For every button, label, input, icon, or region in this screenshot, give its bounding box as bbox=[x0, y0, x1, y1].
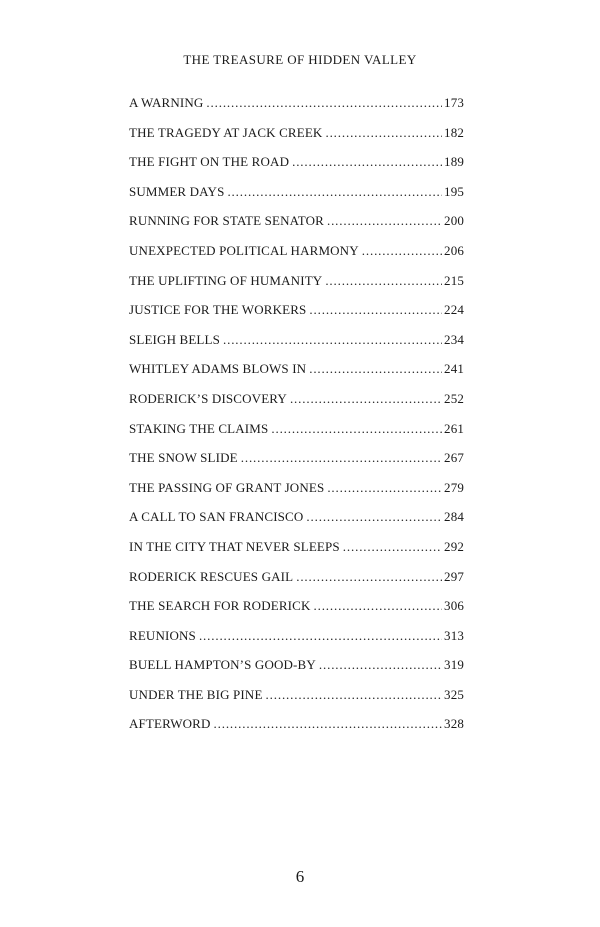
chapter-title: IN THE CITY THAT NEVER SLEEPS bbox=[129, 538, 340, 554]
chapter-title: THE UPLIFTING OF HUMANITY bbox=[129, 272, 323, 288]
toc-entry bbox=[129, 626, 464, 656]
toc-entry bbox=[129, 152, 464, 182]
chapter-title: JUSTICE FOR THE WORKERS bbox=[129, 302, 307, 318]
chapter-title: THE SEARCH FOR RODERICK bbox=[129, 598, 311, 614]
dot-leader bbox=[223, 330, 442, 350]
toc-entry bbox=[129, 567, 464, 597]
chapter-page-number: 195 bbox=[444, 183, 464, 199]
dot-leader bbox=[296, 567, 442, 587]
dot-leader bbox=[206, 93, 442, 113]
dot-leader bbox=[319, 655, 442, 675]
dot-leader bbox=[309, 300, 442, 320]
chapter-page-number: 261 bbox=[444, 420, 464, 436]
toc-entry bbox=[129, 93, 464, 123]
chapter-page-number: 252 bbox=[444, 390, 464, 406]
chapter-page-number: 182 bbox=[444, 124, 464, 140]
chapter-title: RUNNING FOR STATE SENATOR bbox=[129, 213, 324, 229]
chapter-title: SUMMER DAYS bbox=[129, 183, 225, 199]
chapter-page-number: 206 bbox=[444, 242, 464, 258]
dot-leader bbox=[325, 123, 442, 143]
chapter-title: BUELL HAMPTON’S GOOD-BY bbox=[129, 657, 316, 673]
toc-entry bbox=[129, 596, 464, 626]
table-of-contents bbox=[129, 93, 464, 744]
chapter-title: SLEIGH BELLS bbox=[129, 331, 220, 347]
toc-entry bbox=[129, 182, 464, 212]
chapter-title: UNEXPECTED POLITICAL HARMONY bbox=[129, 242, 359, 258]
chapter-title: WHITLEY ADAMS BLOWS IN bbox=[129, 361, 307, 377]
chapter-title: THE PASSING OF GRANT JONES bbox=[129, 479, 325, 495]
toc-entry bbox=[129, 507, 464, 537]
toc-entry bbox=[129, 478, 464, 508]
chapter-title: A CALL TO SAN FRANCISCO bbox=[129, 509, 304, 525]
chapter-page-number: 200 bbox=[444, 213, 464, 229]
chapter-title: THE TRAGEDY AT JACK CREEK bbox=[129, 124, 323, 140]
dot-leader bbox=[325, 271, 442, 291]
toc-entry bbox=[129, 537, 464, 567]
dot-leader bbox=[271, 419, 442, 439]
chapter-page-number: 224 bbox=[444, 302, 464, 318]
toc-entry bbox=[129, 655, 464, 685]
toc-entry bbox=[129, 359, 464, 389]
chapter-page-number: 189 bbox=[444, 154, 464, 170]
toc-entry bbox=[129, 714, 464, 744]
chapter-page-number: 325 bbox=[444, 686, 464, 702]
chapter-title: THE FIGHT ON THE ROAD bbox=[129, 154, 290, 170]
toc-entry bbox=[129, 300, 464, 330]
dot-leader bbox=[199, 626, 442, 646]
toc-entry bbox=[129, 123, 464, 153]
toc-entry bbox=[129, 685, 464, 715]
running-title: THE TREASURE OF HIDDEN VALLEY bbox=[183, 52, 417, 67]
toc-entry bbox=[129, 241, 464, 271]
dot-leader bbox=[314, 596, 443, 616]
chapter-page-number: 241 bbox=[444, 361, 464, 377]
toc-entry bbox=[129, 389, 464, 419]
dot-leader bbox=[362, 241, 442, 261]
chapter-title: STAKING THE CLAIMS bbox=[129, 420, 269, 436]
chapter-page-number: 306 bbox=[444, 598, 464, 614]
chapter-page-number: 173 bbox=[444, 95, 464, 110]
toc-entry bbox=[129, 330, 464, 360]
chapter-page-number: 267 bbox=[444, 450, 464, 466]
chapter-page-number: 313 bbox=[444, 627, 464, 643]
chapter-title: REUNIONS bbox=[129, 627, 196, 643]
toc-entry bbox=[129, 448, 464, 478]
chapter-page-number: 297 bbox=[444, 568, 464, 584]
chapter-page-number: 292 bbox=[444, 538, 464, 554]
toc-entry bbox=[129, 419, 464, 449]
toc-entry bbox=[129, 271, 464, 301]
dot-leader bbox=[306, 507, 442, 527]
chapter-page-number: 284 bbox=[444, 509, 464, 525]
chapter-page-number: 328 bbox=[444, 716, 464, 732]
dot-leader bbox=[327, 211, 442, 231]
page-number: 6 bbox=[295, 867, 305, 886]
chapter-title: UNDER THE BIG PINE bbox=[129, 686, 263, 702]
chapter-page-number: 234 bbox=[444, 331, 464, 347]
dot-leader bbox=[327, 478, 442, 498]
chapter-page-number: 215 bbox=[444, 272, 464, 288]
dot-leader bbox=[290, 389, 442, 409]
chapter-title: RODERICK RESCUES GAIL bbox=[129, 568, 294, 584]
dot-leader bbox=[343, 537, 442, 557]
dot-leader bbox=[214, 714, 443, 734]
chapter-title: AFTERWORD bbox=[129, 716, 211, 732]
chapter-title: RODERICK’S DISCOVERY bbox=[129, 390, 287, 406]
chapter-title: THE SNOW SLIDE bbox=[129, 450, 238, 466]
chapter-page-number: 279 bbox=[444, 479, 464, 495]
dot-leader bbox=[227, 182, 442, 202]
dot-leader bbox=[266, 685, 443, 705]
toc-entry bbox=[129, 211, 464, 241]
chapter-page-number: 319 bbox=[444, 657, 464, 673]
dot-leader bbox=[292, 152, 442, 172]
dot-leader bbox=[241, 448, 442, 468]
chapter-title: A WARNING bbox=[129, 95, 204, 110]
dot-leader bbox=[309, 359, 442, 379]
